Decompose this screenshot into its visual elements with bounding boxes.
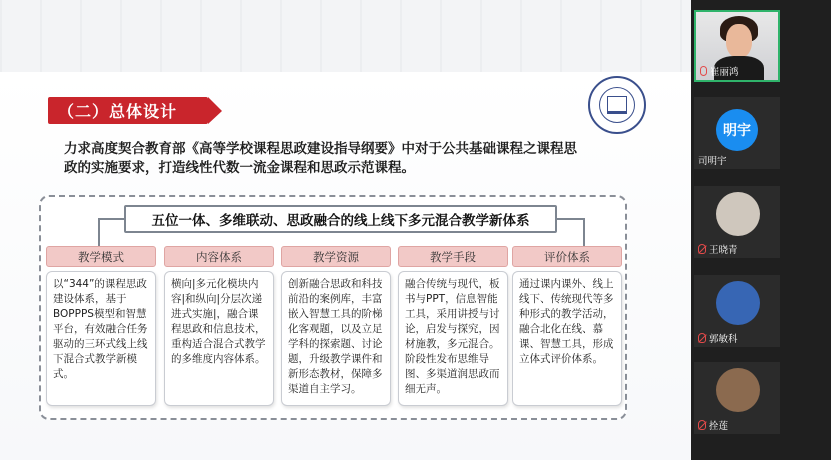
participant-name-label	[698, 242, 738, 256]
column-body: 以“344”的课程思政建设体系，基于BOPPPS模型和智慧平台，有效融合任务驱动的三环式线上线下混合式教学新模式。	[46, 271, 156, 406]
participant-name-label	[698, 331, 738, 345]
column-teaching-resources	[281, 246, 391, 406]
column-teaching-mode	[46, 246, 156, 406]
avatar	[716, 368, 760, 412]
participant-name-label	[698, 418, 728, 432]
participant-name: 崔丽鸿	[710, 67, 739, 78]
participant-tile[interactable]	[694, 10, 780, 82]
participant-tile[interactable]	[694, 97, 780, 169]
avatar	[716, 192, 760, 236]
system-headline-text: 五位一体、多维联动、思政融合的线上线下多元混合教学新体系	[151, 213, 530, 229]
column-title: 教学模式	[46, 246, 156, 267]
participant-name-label	[698, 153, 727, 167]
mute-icon	[698, 420, 706, 430]
avatar	[716, 281, 760, 325]
column-title: 评价体系	[512, 246, 622, 267]
video-face	[726, 24, 752, 58]
participant-name: 王晓青	[709, 245, 738, 256]
column-teaching-methods	[398, 246, 508, 406]
column-title: 教学手段	[398, 246, 508, 267]
column-body: 创新融合思政和科技前沿的案例库，丰富嵌入智慧工具的阶梯化客观题，以及立足学科的探索题、讨论题，升级教学课件和新形态教材，保障多渠道自主学习。	[281, 271, 391, 406]
emblem-building-icon	[607, 96, 627, 114]
column-title: 教学资源	[281, 246, 391, 267]
participant-tile[interactable]	[694, 362, 780, 434]
column-body: 通过课内课外、线上线下、传统现代等多种形式的教学活动，融合北化在线、慕课、智慧工具，形成立体式评价体系。	[512, 271, 622, 406]
column-evaluation-system	[512, 246, 622, 406]
participant-name: 司明宇	[698, 156, 727, 167]
participant-name: 郭敏科	[709, 334, 738, 345]
slide-top-pattern	[0, 0, 691, 72]
mute-icon	[698, 333, 706, 343]
connector-line	[98, 218, 124, 220]
participant-name-label	[700, 64, 739, 78]
connector-line	[557, 218, 583, 220]
column-title: 内容体系	[164, 246, 274, 267]
connector-line	[98, 218, 100, 246]
university-emblem-icon	[588, 76, 646, 134]
column-body: 横向|多元化模块内容|和纵向|分层次递进式实施|，融合课程思政和信息技术，重构适合混合式教学的多维度内容体系。	[164, 271, 274, 406]
section-title: （二）总体设计	[58, 102, 178, 121]
system-headline	[124, 205, 557, 233]
lead-text: 力求高度契合教育部《高等学校课程思政建设指导纲要》中对于公共基础课程之课程思政的实施要求，打造线性代数一流金课程和思政示范课程。	[64, 141, 577, 176]
avatar: 明宇	[716, 109, 758, 151]
connector-line	[583, 218, 585, 246]
column-body: 融合传统与现代，板书与PPT，信息智能工具，采用讲授与讨论，启发与探究，因材施教，多元混合。阶段性发布思维导图、多渠道润思政而细无声。	[398, 271, 508, 406]
mute-icon	[698, 244, 706, 254]
column-content-system	[164, 246, 274, 406]
participant-tile[interactable]	[694, 275, 780, 347]
section-title-banner	[48, 97, 208, 124]
mic-icon	[700, 66, 707, 76]
participant-name: 拴莲	[709, 421, 729, 432]
participant-tile[interactable]	[694, 186, 780, 258]
